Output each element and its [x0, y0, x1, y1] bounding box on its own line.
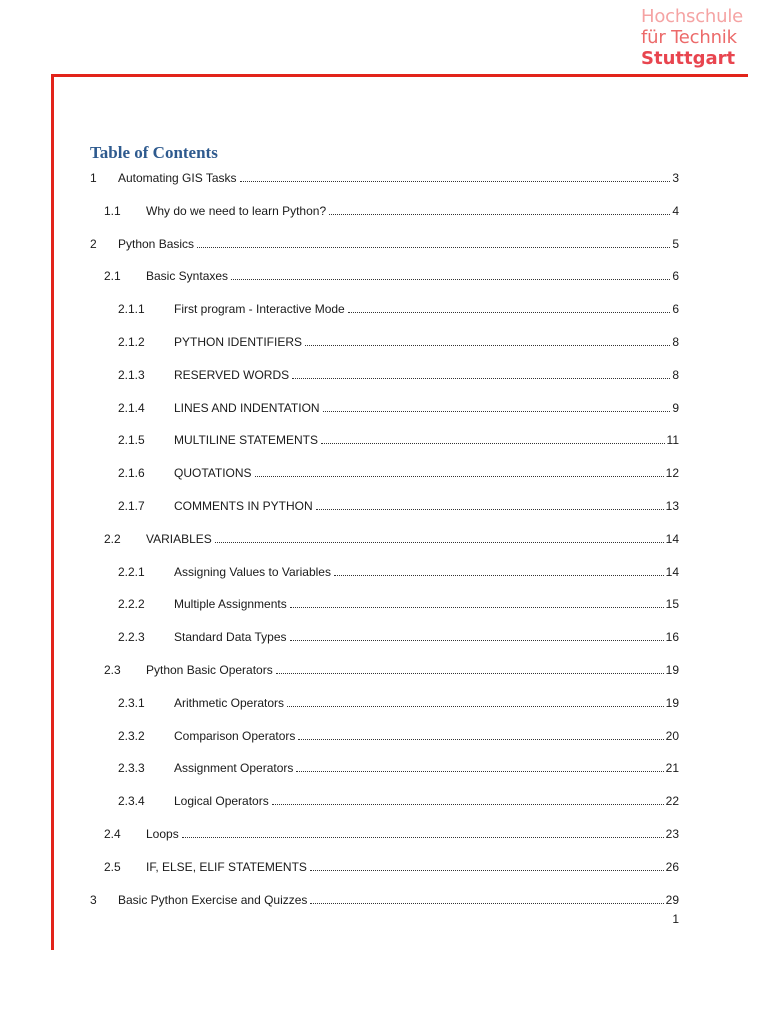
toc-entry-title: MULTILINE STATEMENTS [174, 433, 319, 448]
toc-dot-leader [287, 706, 664, 707]
toc-entry-title: Assigning Values to Variables [174, 564, 331, 579]
toc-entry-page: 16 [665, 630, 679, 645]
toc-dot-leader [292, 378, 670, 379]
toc-entry-page: 11 [666, 433, 679, 448]
toc-dot-leader [310, 903, 663, 904]
toc-entry-page: 9 [672, 400, 679, 415]
toc-entry-page: 22 [665, 794, 679, 809]
toc-entry-number: 2.3 [104, 663, 121, 677]
toc-entry-number: 2.1.6 [118, 466, 145, 481]
toc-dot-leader [334, 575, 664, 576]
toc-entry[interactable] [118, 791, 679, 809]
toc-entry-title: Why do we need to learn Python? [146, 203, 327, 218]
toc-entry-title: LINES AND INDENTATION [174, 400, 320, 415]
toc-entry-page: 19 [665, 663, 679, 677]
toc-entry[interactable] [118, 562, 679, 580]
university-logo [641, 6, 761, 69]
toc-dot-leader [197, 247, 670, 248]
toc-entry-number: 2.1.2 [118, 335, 145, 349]
toc-entry[interactable] [118, 398, 679, 416]
toc-dot-leader [323, 411, 671, 412]
toc-entry-title: Standard Data Types [174, 630, 287, 645]
toc-entry-number: 2.2.1 [118, 564, 145, 579]
toc-dot-leader [298, 739, 663, 740]
toc-entry-page: 19 [665, 695, 679, 710]
toc-entry-title: Assignment Operators [174, 761, 294, 776]
toc-entry-page: 4 [672, 203, 679, 218]
toc-dot-leader [240, 181, 671, 182]
toc-entry-page: 21 [665, 761, 679, 776]
toc-entry-page: 29 [665, 892, 679, 907]
toc-entry[interactable] [118, 430, 679, 448]
toc-entry-title: Basic Syntaxes [146, 269, 229, 284]
toc-entry-title: RESERVED WORDS [174, 367, 290, 382]
logo-line-3: Stuttgart [641, 48, 736, 69]
toc-dot-leader [310, 870, 664, 871]
toc-entry-title: Comparison Operators [174, 728, 296, 743]
toc-entry-number: 2.1.4 [118, 400, 145, 415]
toc-entry-number: 2.3.1 [118, 695, 145, 710]
toc-entry[interactable] [104, 529, 679, 547]
toc-entry[interactable] [118, 627, 679, 645]
toc-entry-page: 13 [665, 499, 679, 513]
toc-entry-page: 15 [665, 597, 679, 612]
logo-line-1: Hochschule [641, 6, 744, 27]
toc-entry-page: 3 [672, 171, 679, 185]
toc-entry-title: Basic Python Exercise and Quizzes [118, 892, 308, 907]
toc-entry-number: 2 [90, 236, 97, 251]
toc-entry-number: 2.4 [104, 827, 121, 841]
toc-entry[interactable] [118, 332, 679, 350]
toc-entry-page: 14 [665, 531, 679, 546]
toc-entry-title: COMMENTS IN PYTHON [174, 499, 313, 513]
toc-dot-leader [348, 312, 671, 313]
toc-dot-leader [290, 640, 664, 641]
toc-entry-title: IF, ELSE, ELIF STATEMENTS [146, 859, 307, 874]
toc-entry[interactable] [90, 890, 679, 908]
toc-entry-number: 2.2 [104, 531, 121, 546]
toc-entry-title: Automating GIS Tasks [118, 171, 237, 185]
toc-entry-number: 2.1.3 [118, 367, 145, 382]
toc-entry-number: 2.2.3 [118, 630, 145, 645]
toc-entry[interactable] [118, 758, 679, 776]
toc-entry-title: QUOTATIONS [174, 466, 252, 481]
toc-entry-number: 1 [90, 171, 97, 185]
toc-dot-leader [255, 476, 664, 477]
toc-entry[interactable] [104, 660, 679, 678]
toc-entry-title: Arithmetic Operators [174, 695, 285, 710]
page-number: 1 [672, 912, 679, 926]
toc-dot-leader [296, 771, 663, 772]
toc-entry-title: Loops [146, 827, 179, 841]
toc-entry-number: 1.1 [104, 203, 121, 218]
toc-dot-leader [215, 542, 664, 543]
toc-dot-leader [182, 837, 664, 838]
toc-entry[interactable] [118, 463, 679, 481]
toc-entry-number: 2.1.7 [118, 499, 145, 513]
toc-entry-title: Python Basics [118, 236, 195, 251]
toc-dot-leader [290, 607, 664, 608]
toc-entry-number: 2.3.4 [118, 794, 145, 809]
toc-entry-number: 2.1.1 [118, 302, 145, 317]
toc-entry-page: 8 [672, 335, 679, 349]
toc-entry[interactable] [118, 496, 679, 514]
toc-entry-title: Python Basic Operators [146, 663, 273, 677]
toc-entry-page: 12 [665, 466, 679, 481]
toc-entry[interactable] [118, 594, 679, 612]
toc-entry-number: 2.1 [104, 269, 121, 284]
toc-entry-title: Multiple Assignments [174, 597, 287, 612]
toc-entry-number: 2.2.2 [118, 597, 145, 612]
toc-entry-number: 2.3.2 [118, 728, 145, 743]
toc-entry-title: Logical Operators [174, 794, 269, 809]
toc-entry-title: PYTHON IDENTIFIERS [174, 335, 303, 349]
toc-entry[interactable] [118, 365, 679, 383]
toc-entry-title: VARIABLES [146, 531, 212, 546]
toc-entry[interactable] [104, 857, 679, 875]
toc-entry[interactable] [104, 824, 679, 842]
toc-entry-page: 26 [665, 859, 679, 874]
logo-line-2: für Technik [641, 27, 737, 48]
toc-entry[interactable] [104, 201, 679, 219]
toc-dot-leader [276, 673, 664, 674]
margin-rule [51, 74, 54, 950]
toc-entry-page: 8 [672, 367, 679, 382]
toc-title: Table of Contents [90, 143, 218, 162]
toc-entry-page: 6 [672, 302, 679, 317]
toc-dot-leader [272, 804, 664, 805]
header-rule [52, 74, 748, 77]
toc-entry-page: 14 [665, 564, 679, 579]
toc-dot-leader [305, 345, 670, 346]
toc-entry[interactable] [104, 266, 679, 284]
toc-entry[interactable] [118, 726, 679, 744]
toc-entry[interactable] [90, 234, 679, 252]
toc-entry-page: 6 [672, 269, 679, 284]
toc-dot-leader [321, 443, 665, 444]
toc-entry-page: 23 [665, 827, 679, 841]
toc-entry-number: 2.1.5 [118, 433, 145, 448]
toc-entry-page: 20 [665, 728, 679, 743]
toc-entry-page: 5 [672, 236, 679, 251]
toc-entry[interactable] [118, 693, 679, 711]
toc-dot-leader [316, 509, 664, 510]
toc-dot-leader [231, 279, 670, 280]
toc-entry[interactable] [90, 168, 679, 186]
toc-entry-title: First program - Interactive Mode [174, 302, 345, 317]
toc-dot-leader [329, 214, 670, 215]
toc-entry-number: 2.5 [104, 859, 121, 874]
toc-entry-number: 2.3.3 [118, 761, 145, 776]
toc-entry-number: 3 [90, 892, 97, 907]
toc-entry[interactable] [118, 299, 679, 317]
